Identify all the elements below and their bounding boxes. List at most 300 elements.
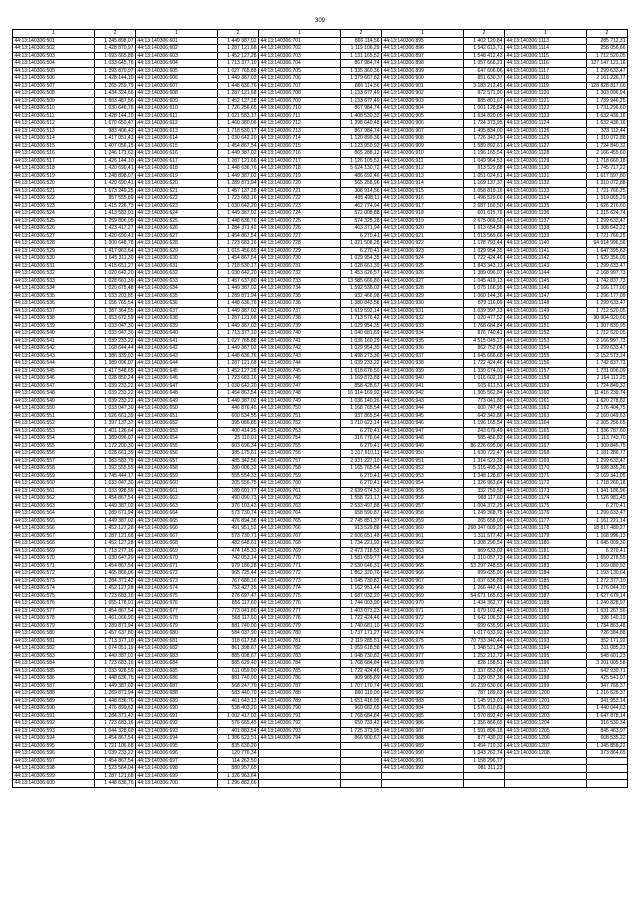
cadastral-value-cell: 851 630,37 xyxy=(464,75,505,83)
cadastral-number-cell: 44:13:140306:1139 xyxy=(505,232,587,240)
cadastral-value-cell: 1 119 106,29 xyxy=(341,45,382,53)
cadastral-number-cell: 44:13:140306:951 xyxy=(382,457,464,465)
cadastral-value-cell: 1 448 636,76 xyxy=(218,82,259,90)
cadastral-number-cell: 44:13:140306:961 xyxy=(382,532,464,540)
cadastral-value-cell: 1 613 654,56 xyxy=(464,225,505,233)
cadastral-value-cell: 1 020 477,52 xyxy=(464,315,505,323)
cadastral-number-cell: 44:13:140306:974 xyxy=(382,630,464,638)
cadastral-value-cell: 1 724 373,95 xyxy=(464,120,505,128)
cadastral-value-cell: 1 284 371,42 xyxy=(95,712,136,720)
cadastral-number-cell: 44:13:140306:661 xyxy=(136,487,218,495)
header-cell: 1 xyxy=(136,30,218,38)
cadastral-value-cell: 463 371,94 xyxy=(341,225,382,233)
cadastral-number-cell: 44:13:140306:930 xyxy=(382,300,464,308)
cadastral-value-cell: 1 723 683,16 xyxy=(95,720,136,728)
cadastral-value-cell: 16 314 169,92 xyxy=(341,390,382,398)
cadastral-value-cell xyxy=(587,765,628,773)
cadastral-number-cell: 44:13:140306:1178 xyxy=(505,525,587,533)
cadastral-number-cell: 44:13:140306:1197 xyxy=(505,667,587,675)
cadastral-number-cell: 44:13:140306:526 xyxy=(13,225,95,233)
cadastral-value-cell: 538 403,20 xyxy=(218,705,259,713)
cadastral-value-cell: 1 287 121,68 xyxy=(218,45,259,53)
cadastral-number-cell: 44:13:140306:1185 xyxy=(505,577,587,585)
cadastral-value-cell: 1 168 644,44 xyxy=(95,345,136,353)
cadastral-number-cell: 44:13:140306:941 xyxy=(382,382,464,390)
cadastral-value-cell: 18 817 489,27 xyxy=(587,525,628,533)
cadastral-number-cell: 44:13:140306:1165 xyxy=(505,427,587,435)
table-header-row xyxy=(13,30,628,38)
cadastral-number-cell: 44:13:140306:704 xyxy=(259,60,341,68)
table-row xyxy=(13,315,628,323)
cadastral-value-cell: 1 039 397,23 xyxy=(464,307,505,315)
cadastral-value-cell: 1 326 963,64 xyxy=(218,772,259,780)
cadastral-value-cell: 642 342,86 xyxy=(464,412,505,420)
cadastral-number-cell: 44:13:140306:955 xyxy=(382,487,464,495)
cadastral-value-cell: 482 648,61 xyxy=(218,540,259,548)
cadastral-number-cell: 44:13:140306:696 xyxy=(136,750,218,758)
table-row xyxy=(13,630,628,638)
cadastral-value-cell: 1 723 683,16 xyxy=(218,195,259,203)
cadastral-number-cell: 44:13:140306:922 xyxy=(382,240,464,248)
cadastral-number-cell: 44:13:140306:589 xyxy=(13,697,95,705)
cadastral-value-cell: 1 028 661,39 xyxy=(341,262,382,270)
cadastral-number-cell: 44:13:140306:712 xyxy=(259,120,341,128)
cadastral-value-cell: 1 030 647,20 xyxy=(95,555,136,563)
cadastral-number-cell: 44:13:140306:1130 xyxy=(505,165,587,173)
cadastral-number-cell: 44:13:140306:945 xyxy=(382,412,464,420)
cadastral-value-cell: 398 140,19 xyxy=(587,615,628,623)
cadastral-value-cell: 90 904 920,66 xyxy=(587,315,628,323)
cadastral-number-cell: 44:13:140306:911 xyxy=(382,157,464,165)
cadastral-number-cell: 44:13:140306:913 xyxy=(382,172,464,180)
cadastral-value-cell: 1 722 424,46 xyxy=(464,360,505,368)
cadastral-number-cell: 44:13:140306:744 xyxy=(259,360,341,368)
cadastral-value-cell: 495 498,11 xyxy=(341,195,382,203)
cadastral-number-cell: 44:13:140306:738 xyxy=(259,315,341,323)
table-row xyxy=(13,135,628,143)
table-row xyxy=(13,682,628,690)
table-row xyxy=(13,90,628,98)
cadastral-value-cell: 6 270,41 xyxy=(341,427,382,435)
cadastral-number-cell: 44:13:140306:683 xyxy=(136,652,218,660)
cadastral-value-cell: 128 828 817,66 xyxy=(587,82,628,90)
cadastral-value-cell: 1 033 928,59 xyxy=(95,667,136,675)
cadastral-value-cell: 11 416 239,74 xyxy=(587,390,628,398)
cadastral-number-cell: 44:13:140306:1171 xyxy=(505,472,587,480)
cadastral-number-cell: 44:13:140306:551 xyxy=(13,412,95,420)
cadastral-value-cell: 400 414,25 xyxy=(218,427,259,435)
cadastral-value-cell: 1 626 276,60 xyxy=(587,202,628,210)
table-row xyxy=(13,75,628,83)
cadastral-number-cell: 44:13:140306:1157 xyxy=(505,367,587,375)
cadastral-number-cell: 44:13:140306:768 xyxy=(259,540,341,548)
cadastral-value-cell: 1 033 047,30 xyxy=(95,480,136,488)
cadastral-value-cell: 1 726 343,29 xyxy=(464,135,505,143)
cadastral-number-cell: 44:13:140306:604 xyxy=(136,60,218,68)
cadastral-value-cell: 1 027 765,88 xyxy=(218,67,259,75)
cadastral-value-cell: 1 266 442,41 xyxy=(464,585,505,593)
cadastral-value-cell: 937 865,54 xyxy=(341,412,382,420)
cadastral-number-cell: 44:13:140306:623 xyxy=(136,202,218,210)
cadastral-value-cell: 1 679 103,42 xyxy=(464,607,505,615)
cadastral-value-cell: 6 270,41 xyxy=(341,247,382,255)
cadastral-value-cell: 1 287 121,68 xyxy=(218,315,259,323)
cadastral-number-cell: 44:13:140306:611 xyxy=(136,112,218,120)
table-row xyxy=(13,45,628,53)
cadastral-value-cell: 876 740,41 xyxy=(464,330,505,338)
cadastral-number-cell: 44:13:140306:915 xyxy=(382,187,464,195)
cadastral-value-cell: 3 710 623,14 xyxy=(341,420,382,428)
cadastral-value-cell: 1 713 377,10 xyxy=(218,330,259,338)
cadastral-number-cell: 44:13:140306:986 xyxy=(382,720,464,728)
table-row xyxy=(13,750,628,758)
cadastral-value-cell: 568 117,60 xyxy=(218,615,259,623)
cadastral-value-cell: 1 617 597,80 xyxy=(587,172,628,180)
cadastral-value-cell: 1 196 165,54 xyxy=(464,150,505,158)
cadastral-number-cell: 44:13:140306:682 xyxy=(136,645,218,653)
cadastral-value-cell: 276 697,47 xyxy=(218,592,259,600)
cadastral-value-cell: 1 299 633,47 xyxy=(587,300,628,308)
table-row xyxy=(13,105,628,113)
cadastral-value-cell: 773 041,80 xyxy=(218,607,259,615)
cadastral-number-cell: 44:13:140306:1116 xyxy=(505,60,587,68)
cadastral-value-cell: 1 343 262,74 xyxy=(464,750,505,758)
cadastral-number-cell: 44:13:140306:1133 xyxy=(505,187,587,195)
cadastral-value-cell: 1 178 793,44 xyxy=(464,240,505,248)
cadastral-value-cell: 1 476 899,62 xyxy=(95,705,136,713)
cadastral-number-cell xyxy=(505,757,587,765)
cadastral-value-cell: 1 299 633,47 xyxy=(587,67,628,75)
cadastral-number-cell: 44:13:140306:787 xyxy=(259,682,341,690)
cadastral-value-cell: 1 415 651,27 xyxy=(95,262,136,270)
table-row xyxy=(13,585,628,593)
cadastral-value-cell: 1 169 080,92 xyxy=(587,562,628,570)
cadastral-number-cell: 44:13:140306:732 xyxy=(259,270,341,278)
cadastral-number-cell: 44:13:140306:752 xyxy=(259,420,341,428)
cadastral-value-cell: 1 393 870,97 xyxy=(95,67,136,75)
cadastral-number-cell: 44:13:140306:742 xyxy=(259,345,341,353)
cadastral-value-cell: 1 420 690,41 xyxy=(95,165,136,173)
cadastral-number-cell: 44:13:140306:609 xyxy=(136,97,218,105)
cadastral-value-cell: 425 541,07 xyxy=(587,675,628,683)
cadastral-value-cell: 1 403 073,23 xyxy=(341,607,382,615)
cadastral-number-cell xyxy=(259,742,341,750)
cadastral-number-cell: 44:13:140306:925 xyxy=(382,262,464,270)
cadastral-value-cell: 127 147 121,16 xyxy=(587,60,628,68)
table-row xyxy=(13,270,628,278)
table-row xyxy=(13,82,628,90)
cadastral-number-cell: 44:13:140306:901 xyxy=(382,82,464,90)
cadastral-number-cell: 44:13:140306:1129 xyxy=(505,157,587,165)
cadastral-number-cell: 44:13:140306:947 xyxy=(382,427,464,435)
cadastral-value-cell: 1 120 899,36 xyxy=(341,135,382,143)
cadastral-value-cell: 1 059 618,58 xyxy=(341,645,382,653)
cadastral-number-cell: 44:13:140306:642 xyxy=(136,345,218,353)
cadastral-number-cell: 44:13:140306:1168 xyxy=(505,450,587,458)
cadastral-number-cell: 44:13:140306:984 xyxy=(382,705,464,713)
table-row xyxy=(13,97,628,105)
cadastral-value-cell: 1 386 523,51 xyxy=(218,735,259,743)
cadastral-value-cell: 932 466,98 xyxy=(341,292,382,300)
cadastral-value-cell: 1 449 387,02 xyxy=(218,322,259,330)
cadastral-value-cell: 1 039 233,22 xyxy=(341,360,382,368)
cadastral-number-cell: 44:13:140306:715 xyxy=(259,142,341,150)
cadastral-value-cell: 866 900,67 xyxy=(341,735,382,743)
cadastral-value-cell: 574 325,28 xyxy=(341,217,382,225)
table-row xyxy=(13,735,628,743)
cadastral-value-cell: 1 452 127,28 xyxy=(218,97,259,105)
cadastral-value-cell: 1 724 840,32 xyxy=(587,382,628,390)
table-row xyxy=(13,397,628,405)
cadastral-number-cell: 44:13:140306:1191 xyxy=(505,622,587,630)
cadastral-value-cell: 1 305 562,84 xyxy=(464,390,505,398)
cadastral-number-cell: 44:13:140306:603 xyxy=(136,52,218,60)
cadastral-number-cell: 44:13:140306:713 xyxy=(259,127,341,135)
cadastral-value-cell: 1 448 636,76 xyxy=(218,352,259,360)
cadastral-value-cell: 1 045 419,13 xyxy=(464,277,505,285)
cadastral-value-cell: 1 074 051,19 xyxy=(95,645,136,653)
table-row xyxy=(13,502,628,510)
cadastral-number-cell: 44:13:140306:675 xyxy=(136,592,218,600)
cadastral-number-cell: 44:13:140306:594 xyxy=(13,735,95,743)
cadastral-number-cell: 44:13:140306:573 xyxy=(13,577,95,585)
cadastral-number-cell: 44:13:140306:902 xyxy=(382,90,464,98)
cadastral-value-cell: 1 454 867,54 xyxy=(95,562,136,570)
cadastral-value-cell: 1 303 096,94 xyxy=(587,90,628,98)
table-row xyxy=(13,225,628,233)
cadastral-number-cell: 44:13:140306:630 xyxy=(136,255,218,263)
cadastral-number-cell: 44:13:140306:645 xyxy=(136,367,218,375)
header-cell: 1 xyxy=(259,30,341,38)
table-row xyxy=(13,292,628,300)
cadastral-number-cell: 44:13:140306:644 xyxy=(136,360,218,368)
cadastral-value-cell: 1 417 051,43 xyxy=(95,135,136,143)
cadastral-value-cell: 1 156 765,54 xyxy=(95,300,136,308)
cadastral-number-cell: 44:13:140306:1202 xyxy=(505,705,587,713)
cadastral-value-cell: 1 449 387,02 xyxy=(218,307,259,315)
cadastral-number-cell: 44:13:140306:968 xyxy=(382,585,464,593)
cadastral-value-cell: 1 723 683,16 xyxy=(218,240,259,248)
cadastral-number-cell: 44:13:140306:558 xyxy=(13,465,95,473)
cadastral-number-cell: 44:13:140306:1122 xyxy=(505,105,587,113)
cadastral-value-cell: 879 116,09 xyxy=(464,300,505,308)
cadastral-number-cell: 44:13:140306:533 xyxy=(13,277,95,285)
table-body xyxy=(13,37,628,787)
cadastral-number-cell: 44:13:140306:989 xyxy=(382,742,464,750)
cadastral-number-cell: 44:13:140306:932 xyxy=(382,315,464,323)
cadastral-value-cell: 1 168 765,54 xyxy=(341,405,382,413)
cadastral-number-cell: 44:13:140306:504 xyxy=(13,60,95,68)
cadastral-number-cell: 44:13:140306:987 xyxy=(382,727,464,735)
cadastral-number-cell: 44:13:140306:595 xyxy=(13,742,95,750)
cadastral-number-cell: 44:13:140306:765 xyxy=(259,517,341,525)
cadastral-number-cell: 44:13:140306:711 xyxy=(259,112,341,120)
cadastral-value-cell: 565 258,96 xyxy=(341,180,382,188)
cadastral-number-cell: 44:13:140306:1208 xyxy=(505,750,587,758)
cadastral-number-cell: 44:13:140306:1205 xyxy=(505,727,587,735)
cadastral-value-cell: 867 984,74 xyxy=(341,60,382,68)
cadastral-number-cell: 44:13:140306:1144 xyxy=(505,270,587,278)
cadastral-number-cell: 44:13:140306:542 xyxy=(13,345,95,353)
table-row xyxy=(13,262,628,270)
cadastral-number-cell: 44:13:140306:793 xyxy=(259,727,341,735)
cadastral-value-cell: 1 246 171,62 xyxy=(95,150,136,158)
cadastral-number-cell: 44:13:140306:1142 xyxy=(505,255,587,263)
cadastral-number-cell: 44:13:140306:731 xyxy=(259,262,341,270)
cadastral-value-cell: 2 119 285,51 xyxy=(341,637,382,645)
cadastral-number-cell: 44:13:140306:966 xyxy=(382,570,464,578)
page-number: 309 xyxy=(314,18,325,24)
cadastral-value-cell: 1 402 120,84 xyxy=(464,37,505,45)
cadastral-value-cell: 1 745 444,17 xyxy=(95,472,136,480)
cadastral-number-cell: 44:13:140306:764 xyxy=(259,510,341,518)
cadastral-number-cell: 44:13:140306:778 xyxy=(259,615,341,623)
cadastral-value-cell: 1 742 837,73 xyxy=(587,277,628,285)
cadastral-number-cell: 44:13:140306:1152 xyxy=(505,330,587,338)
cadastral-number-cell: 44:13:140306:757 xyxy=(259,457,341,465)
cadastral-value-cell: 486 692,46 xyxy=(341,172,382,180)
cadastral-value-cell: 1 299 633,47 xyxy=(587,510,628,518)
cadastral-number-cell: 44:13:140306:515 xyxy=(13,142,95,150)
cadastral-number-cell: 44:13:140306:566 xyxy=(13,525,95,533)
cadastral-number-cell: 44:13:140306:700 xyxy=(136,780,218,788)
cadastral-number-cell: 44:13:140306:979 xyxy=(382,667,464,675)
cadastral-number-cell: 44:13:140306:1172 xyxy=(505,480,587,488)
header-cell: 2 xyxy=(341,30,382,38)
cadastral-value-cell: 16 239 630,66 xyxy=(464,682,505,690)
cadastral-number-cell: 44:13:140306:1117 xyxy=(505,67,587,75)
cadastral-value-cell: 1 165 765,54 xyxy=(341,465,382,473)
cadastral-number-cell: 44:13:140306:1166 xyxy=(505,435,587,443)
cadastral-number-cell: 44:13:140306:1170 xyxy=(505,465,587,473)
cadastral-value-cell: 385 175,61 xyxy=(218,450,259,458)
cadastral-value-cell: 6 270,41 xyxy=(341,480,382,488)
cadastral-number-cell: 44:13:140306:780 xyxy=(259,630,341,638)
table-row xyxy=(13,450,628,458)
cadastral-value-cell: 1 172 200,30 xyxy=(95,442,136,450)
cadastral-number-cell: 44:13:140306:512 xyxy=(13,120,95,128)
table-row xyxy=(13,120,628,128)
cadastral-value-cell: 1 058 819,16 xyxy=(464,187,505,195)
cadastral-value-cell: 2 675 066,50 xyxy=(464,217,505,225)
cadastral-number-cell: 44:13:140306:523 xyxy=(13,202,95,210)
cadastral-value-cell: 1 015 456,65 xyxy=(218,247,259,255)
cadastral-number-cell: 44:13:140306:519 xyxy=(13,172,95,180)
cadastral-number-cell: 44:13:140306:1145 xyxy=(505,277,587,285)
cadastral-number-cell: 44:13:140306:980 xyxy=(382,675,464,683)
table-row xyxy=(13,705,628,713)
table-row xyxy=(13,675,628,683)
cadastral-value-cell: 1 721 106,68 xyxy=(95,742,136,750)
cadastral-value-cell: 1 319 065,29 xyxy=(587,195,628,203)
cadastral-number-cell: 44:13:140306:978 xyxy=(382,660,464,668)
cadastral-number-cell: 44:13:140306:665 xyxy=(136,517,218,525)
cadastral-number-cell: 44:13:140306:596 xyxy=(13,750,95,758)
cadastral-value-cell: 2 176 404,75 xyxy=(587,405,628,413)
cadastral-number-cell: 44:13:140306:612 xyxy=(136,120,218,128)
cadastral-value-cell: 1 299 633,47 xyxy=(587,345,628,353)
cadastral-value-cell: 1 434 362,77 xyxy=(464,600,505,608)
cadastral-number-cell: 44:13:140306:697 xyxy=(136,757,218,765)
cadastral-number-cell: 44:13:140306:618 xyxy=(136,165,218,173)
cadastral-value-cell: 860 110,00 xyxy=(341,690,382,698)
cadastral-number-cell: 44:13:140306:569 xyxy=(13,547,95,555)
cadastral-value-cell: 1 033 203,85 xyxy=(95,292,136,300)
cadastral-number-cell: 44:13:140306:975 xyxy=(382,637,464,645)
cadastral-number-cell: 44:13:140306:753 xyxy=(259,427,341,435)
cadastral-value-cell: 583 440,70 xyxy=(218,690,259,698)
table-row xyxy=(13,525,628,533)
cadastral-value-cell xyxy=(587,780,628,788)
cadastral-number-cell: 44:13:140306:1154 xyxy=(505,345,587,353)
cadastral-value-cell: 1 620 278,82 xyxy=(587,397,628,405)
cadastral-number-cell: 44:13:140306:562 xyxy=(13,495,95,503)
cadastral-value-cell: 1 284 371,42 xyxy=(95,577,136,585)
cadastral-number-cell: 44:13:140306:1180 xyxy=(505,540,587,548)
cadastral-value-cell: 1 448 636,76 xyxy=(218,217,259,225)
cadastral-value-cell: 1 415 226,73 xyxy=(95,202,136,210)
cadastral-number-cell: 44:13:140306:775 xyxy=(259,592,341,600)
cadastral-value-cell: 1 379 667,82 xyxy=(341,75,382,83)
header-cell: 2 xyxy=(218,30,259,38)
cadastral-number-cell: 44:13:140306:1164 xyxy=(505,420,587,428)
cadastral-number-cell: 44:13:140306:1121 xyxy=(505,97,587,105)
cadastral-value-cell: 1 434 324,66 xyxy=(95,90,136,98)
cadastral-value-cell: 1 452 127,28 xyxy=(95,525,136,533)
cadastral-value-cell: 1 299 633,47 xyxy=(587,217,628,225)
cadastral-value-cell: 1 126 105,52 xyxy=(341,157,382,165)
cadastral-value-cell: 1 576 610,81 xyxy=(464,705,505,713)
cadastral-value-cell: 881 740,00 xyxy=(218,622,259,630)
cadastral-number-cell: 44:13:140306:606 xyxy=(136,75,218,83)
cadastral-value-cell: 642 930,71 xyxy=(587,667,628,675)
cadastral-value-table xyxy=(12,29,628,788)
cadastral-number-cell: 44:13:140306:528 xyxy=(13,240,95,248)
cadastral-value-cell: 1 734 863,48 xyxy=(587,622,628,630)
cadastral-value-cell: 1 589 892,61 xyxy=(464,142,505,150)
cadastral-number-cell: 44:13:140306:1126 xyxy=(505,135,587,143)
cadastral-value-cell: 866 114,56 xyxy=(341,82,382,90)
cadastral-number-cell: 44:13:140306:1200 xyxy=(505,690,587,698)
cadastral-number-cell: 44:13:140306:536 xyxy=(13,300,95,308)
cadastral-value-cell: 1 631 267,56 xyxy=(587,607,628,615)
cadastral-number-cell xyxy=(505,780,587,788)
cadastral-value-cell: 1 389 096,07 xyxy=(95,360,136,368)
cadastral-value-cell: 1 289 871,94 xyxy=(218,180,259,188)
cadastral-number-cell: 44:13:140306:739 xyxy=(259,322,341,330)
cadastral-value-cell: 668 535,22 xyxy=(587,735,628,743)
cadastral-number-cell: 44:13:140306:946 xyxy=(382,420,464,428)
cadastral-number-cell: 44:13:140306:776 xyxy=(259,600,341,608)
cadastral-value-cell: 1 454 867,54 xyxy=(218,255,259,263)
cadastral-value-cell: 1 044 328,60 xyxy=(95,727,136,735)
cadastral-number-cell: 44:13:140306:786 xyxy=(259,675,341,683)
cadastral-value-cell: 1 449 387,02 xyxy=(218,37,259,45)
cadastral-number-cell: 44:13:140306:650 xyxy=(136,405,218,413)
cadastral-value-cell: 1 317 610,11 xyxy=(341,450,382,458)
cadastral-value-cell: 2 687 166,50 xyxy=(464,202,505,210)
cadastral-value-cell: 1 216 526,37 xyxy=(587,690,628,698)
cadastral-number-cell: 44:13:140306:669 xyxy=(136,547,218,555)
cadastral-value-cell: 1 145 913,01 xyxy=(464,697,505,705)
cadastral-value-cell: 1 768 684,84 xyxy=(341,712,382,720)
cadastral-number-cell: 44:13:140306:1173 xyxy=(505,487,587,495)
cadastral-value-cell: 1 299 633,47 xyxy=(587,262,628,270)
table-row xyxy=(13,480,628,488)
cadastral-number-cell: 44:13:140306:926 xyxy=(382,270,464,278)
cadastral-value-cell: 1 726 256,65 xyxy=(218,105,259,113)
cadastral-number-cell: 44:13:140306:679 xyxy=(136,622,218,630)
